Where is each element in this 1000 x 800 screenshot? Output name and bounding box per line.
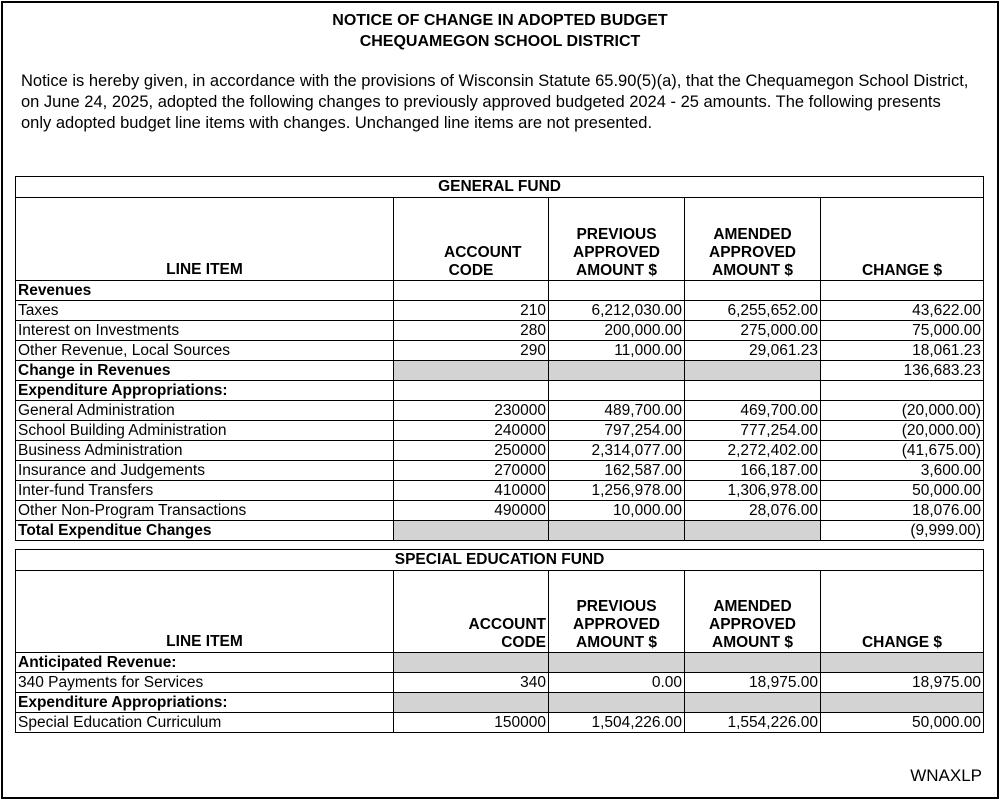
table-row [16, 381, 984, 401]
table-row [16, 673, 984, 693]
table-row [16, 421, 984, 441]
previous-amount-cell: 1,504,226.00 [549, 713, 685, 733]
change-cell: 136,683.23 [821, 361, 984, 381]
line-item-cell: Business Administration [16, 441, 394, 461]
line-item-cell: Special Education Curriculum [16, 713, 394, 733]
account-code-cell: 210 [394, 301, 549, 321]
account-code-cell [394, 361, 549, 381]
change-cell: 43,622.00 [821, 301, 984, 321]
amended-amount-cell: 18,975.00 [685, 673, 821, 693]
line-item-cell: Total Expenditue Changes [16, 521, 394, 541]
change-cell: 18,076.00 [821, 501, 984, 521]
table-row [16, 301, 984, 321]
column-header-account-code: ACCOUNT CODE [394, 571, 549, 653]
account-code-cell: 230000 [394, 401, 549, 421]
amended-amount-cell [685, 653, 821, 673]
amended-amount-cell: 275,000.00 [685, 321, 821, 341]
line-item-cell: Expenditure Appropriations: [16, 381, 394, 401]
line-item-cell: Taxes [16, 301, 394, 321]
amended-amount-cell: 6,255,652.00 [685, 301, 821, 321]
account-code-cell [394, 693, 549, 713]
change-cell [821, 381, 984, 401]
column-header-change: CHANGE $ [821, 198, 984, 281]
line-item-cell: Other Non-Program Transactions [16, 501, 394, 521]
change-cell: 3,600.00 [821, 461, 984, 481]
previous-amount-cell [549, 653, 685, 673]
change-cell [821, 281, 984, 301]
change-cell: (20,000.00) [821, 421, 984, 441]
line-item-cell: Expenditure Appropriations: [16, 693, 394, 713]
account-code-cell: 340 [394, 673, 549, 693]
table-row [16, 501, 984, 521]
column-header-previous: PREVIOUS APPROVED AMOUNT $ [549, 198, 685, 281]
column-header-amended: AMENDED APPROVED AMOUNT $ [685, 571, 821, 653]
table-header-row [16, 198, 984, 281]
change-cell: 75,000.00 [821, 321, 984, 341]
amended-amount-cell: 469,700.00 [685, 401, 821, 421]
account-code-cell: 410000 [394, 481, 549, 501]
line-item-cell: Other Revenue, Local Sources [16, 341, 394, 361]
line-item-cell: 340 Payments for Services [16, 673, 394, 693]
change-cell: (20,000.00) [821, 401, 984, 421]
previous-amount-cell: 6,212,030.00 [549, 301, 685, 321]
account-code-cell [394, 281, 549, 301]
amended-amount-cell [685, 281, 821, 301]
fund-title: SPECIAL EDUCATION FUND [16, 550, 984, 571]
general-fund-table [15, 176, 984, 541]
amended-amount-cell [685, 521, 821, 541]
line-item-cell: Interest on Investments [16, 321, 394, 341]
previous-amount-cell [549, 381, 685, 401]
previous-amount-cell: 2,314,077.00 [549, 441, 685, 461]
line-item-cell: Change in Revenues [16, 361, 394, 381]
notice-title: NOTICE OF CHANGE IN ADOPTED BUDGET [332, 12, 668, 29]
table-row [16, 361, 984, 381]
change-cell [821, 653, 984, 673]
publication-code: WNAXLP [910, 766, 982, 785]
previous-amount-cell: 1,256,978.00 [549, 481, 685, 501]
amended-amount-cell: 1,554,226.00 [685, 713, 821, 733]
account-code-cell: 240000 [394, 421, 549, 441]
previous-amount-cell [549, 693, 685, 713]
previous-amount-cell: 489,700.00 [549, 401, 685, 421]
line-item-cell: Inter-fund Transfers [16, 481, 394, 501]
table-row [16, 281, 984, 301]
amended-amount-cell [685, 693, 821, 713]
table-row [16, 653, 984, 673]
special-education-fund-table [15, 549, 984, 733]
account-code-cell [394, 653, 549, 673]
amended-amount-cell: 29,061.23 [685, 341, 821, 361]
amended-amount-cell: 777,254.00 [685, 421, 821, 441]
column-header-previous: PREVIOUS APPROVED AMOUNT $ [549, 571, 685, 653]
column-header-change: CHANGE $ [821, 571, 984, 653]
district-name: CHEQUAMEGON SCHOOL DISTRICT [359, 33, 641, 50]
table-row [16, 713, 984, 733]
change-cell: (41,675.00) [821, 441, 984, 461]
line-item-cell: Insurance and Judgements [16, 461, 394, 481]
previous-amount-cell: 0.00 [549, 673, 685, 693]
column-header-amended: AMENDED APPROVED AMOUNT $ [685, 198, 821, 281]
previous-amount-cell: 162,587.00 [549, 461, 685, 481]
table-row [16, 693, 984, 713]
account-code-cell: 490000 [394, 501, 549, 521]
account-code-cell: 290 [394, 341, 549, 361]
column-header-line-item: LINE ITEM [16, 571, 394, 653]
previous-amount-cell [549, 361, 685, 381]
fund-title: GENERAL FUND [16, 177, 984, 198]
amended-amount-cell: 166,187.00 [685, 461, 821, 481]
previous-amount-cell: 200,000.00 [549, 321, 685, 341]
line-item-cell: School Building Administration [16, 421, 394, 441]
previous-amount-cell [549, 281, 685, 301]
account-code-cell [394, 381, 549, 401]
change-cell: 18,975.00 [821, 673, 984, 693]
amended-amount-cell: 2,272,402.00 [685, 441, 821, 461]
previous-amount-cell [549, 521, 685, 541]
amended-amount-cell: 1,306,978.00 [685, 481, 821, 501]
table-row [16, 521, 984, 541]
change-cell: 18,061.23 [821, 341, 984, 361]
table-header-row [16, 571, 984, 653]
account-code-cell: 150000 [394, 713, 549, 733]
account-code-cell: 250000 [394, 441, 549, 461]
account-code-cell [394, 521, 549, 541]
change-cell: (9,999.00) [821, 521, 984, 541]
change-cell [821, 693, 984, 713]
account-code-cell: 270000 [394, 461, 549, 481]
table-row [16, 321, 984, 341]
amended-amount-cell [685, 361, 821, 381]
table-row [16, 401, 984, 421]
previous-amount-cell: 11,000.00 [549, 341, 685, 361]
notice-paragraph: Notice is hereby given, in accordance with the provisions of Wisconsin Statute 65.90(5)(a), that the Chequamegon School District, on June 24, 2025, adopted the following changes to previously approved budgeted 2024 - 25 amounts. The following presents only adopted budget line items with changes. Unchanged line items are not presented. [21, 72, 969, 132]
table-row [16, 481, 984, 501]
line-item-cell: General Administration [16, 401, 394, 421]
change-cell: 50,000.00 [821, 713, 984, 733]
previous-amount-cell: 797,254.00 [549, 421, 685, 441]
table-row [16, 461, 984, 481]
line-item-cell: Anticipated Revenue: [16, 653, 394, 673]
amended-amount-cell [685, 381, 821, 401]
amended-amount-cell: 28,076.00 [685, 501, 821, 521]
change-cell: 50,000.00 [821, 481, 984, 501]
previous-amount-cell: 10,000.00 [549, 501, 685, 521]
table-row [16, 441, 984, 461]
column-header-line-item: LINE ITEM [16, 198, 394, 281]
column-header-account-code: ACCOUNT CODE [394, 198, 549, 281]
line-item-cell: Revenues [16, 281, 394, 301]
account-code-cell: 280 [394, 321, 549, 341]
table-row [16, 341, 984, 361]
